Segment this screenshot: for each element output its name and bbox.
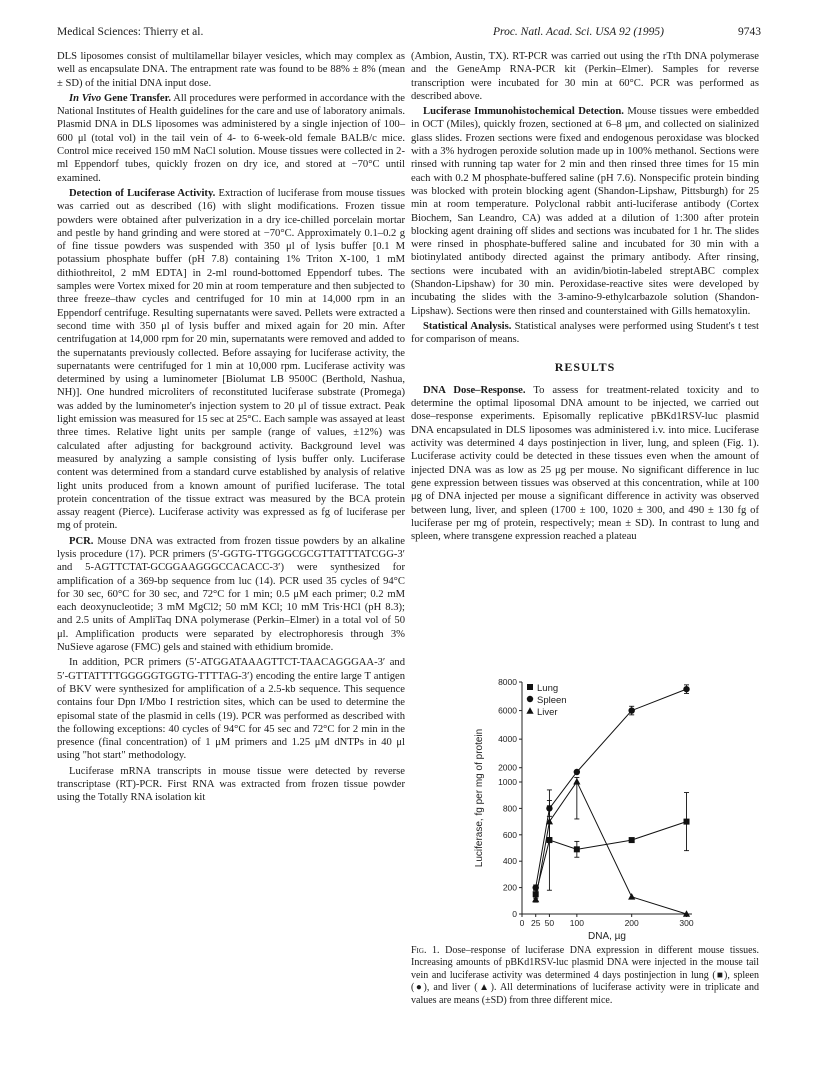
legend-marker-liver [526,707,533,714]
series-liver [532,777,690,916]
y-tick-label: 200 [502,882,517,893]
x-tick-label: 0 [519,918,525,928]
paragraph-dls: DLS liposomes consist of multilamellar bilayer vesicles, which may complex as well as encapsulate DNA. The entrapment rate was found to be 88% ± 8% (mean ± SD) of the initial DNA input dose. [57,51,405,89]
y-tick-label: 600 [502,829,517,840]
left-column [57,50,405,807]
running-head-left: Medical Sciences: Thierry et al. [57,26,204,38]
legend-label-liver: Liver [537,707,558,718]
data-point-lung [546,837,552,843]
paragraph-statistics: Statistical Analysis. Statistical analyses were performed using Student's t test for comparison of means. [411,320,759,346]
page-number: 9743 [738,26,761,38]
y-axis-label: Luciferase, fg per mg of protein [474,728,485,868]
data-point-lung [629,837,635,843]
y-tick-label: 4000 [498,734,517,745]
legend-marker-lung [527,684,533,690]
right-column [411,50,759,545]
y-tick-label: 2000 [498,762,517,773]
paragraph-pcr: PCR. Mouse DNA was extracted from frozen tissue powders by an alkaline lysis procedure (17). PCR primers (5′-GGTG-TTGGGCGCGTTATTTATCGG-3′ and 5-AGTTCTAT-GCGGAAGGGCCACACC-3′) were synthesized for amplification of a 369-bp sequence from luc (14). PCR used 35 cycles of 94°C for 30 sec, 60°C for 30 sec, and 72°C for 1 min; 0.5 μM each primer; 0.2 mM each deoxynucleotide; 3 mM MgCl2; 50 mM KCl; 10 mM Tris·HCl (pH 8.3); and 2.5 units of AmpliTaq DNA polymerase (Perkin–Elmer) in a total vol of 50 μl. Amplification products were separated by electrophoresis through 3% NuSieve agarose (FMC) gels and stained with ethidium bromide. [57,535,405,654]
legend-label-spleen: Spleen [537,695,567,706]
legend-marker-spleen [527,696,533,702]
data-point-liver [628,893,635,900]
journal-citation: Proc. Natl. Acad. Sci. USA 92 (1995) [493,26,664,38]
data-point-lung [574,846,580,852]
x-tick-label: 50 [544,918,555,928]
figure-1-chart [470,676,702,944]
series-line-lung [536,822,687,895]
paragraph-ihc: Luciferase Immunohistochemical Detection. Mouse tissues were embedded in OCT (Miles), quickly frozen, sectioned at 6–8 μm, and collected on sialinized glass slides. Frozen sections were fixed and endogenous peroxidase was blocked with a 3% hydrogen peroxide solution made up in 100% methanol. Sections were rinsed with running tap water for 2 min and then rinsed three times for 15 min each with 0.2 M phosphate-buffered saline (pH 7.6). Nonspecific protein binding was blocked with protein blocking agent (Shandon-Lipshaw, Pittsburgh) for 25 min at room temperature. Polyclonal rabbit anti-luciferase antibody (Cortex Biochem, San Leandro, CA) was added at a dilution of 1:300 after protein blocking agent draining off slides and sections was incubated for 1 hr. The slides were rinsed in phosphate-buffered saline and incubated for 30 min with a biotinylated antibody directed against the primary antibody. After rinsing, sections were incubated with an avidin/biotin-labeled streptABC complex (Shandon-Lipshaw) for 30 min. Peroxidase-reactive sites were developed by incubating the slides with the 3-amino-9-ethylcarbazole solution (Shandon-Lipshaw). Sections were then rinsed and counterstained with Gills hematoxylin. [411,106,759,317]
x-tick-label: 25 [530,918,541,928]
data-point-lung [684,819,690,825]
caption-text: Dose–response of luciferase DNA expression in different mouse tissues. Increasing amounts of pBKd1RSV-luc plasmid DNA were injected in the mouse tail vein and luciferase activity was determined 4 days postinjection in lung (■), spleen (●), and liver (▲). All determinations of luciferase activity were in triplicate and values are means (±SD) from three different mice. [411,945,759,1006]
data-point-spleen [683,686,689,692]
data-point-spleen [574,769,580,775]
data-point-spleen [628,707,634,713]
series-line-spleen [536,689,687,887]
y-tick-label: 8000 [498,677,517,687]
paragraph-detection: Detection of Luciferase Activity. Extraction of luciferase from mouse tissues was carried out as described (16) with slight modifications. Frozen tissue powders were obtained after pulverization in a dry ice-chilled porcelain mortar and pestle by hand grinding and were stored at −70°C. Approximately 0.1–0.2 g of fine tissue powders was suspended with 350 μl of lysis buffer [0.1 M potassium phosphate buffer (pH 7.8) containing 1% Triton X-100, 1 mM dithiothreitol, 2 mM EDTA] in 2-ml round-bottomed Eppendorf tubes. The samples were Vortex mixed for 20 min at room temperature and then subjected to three freeze–thaw cycles and centrifuged for 10 min at 14,000 rpm in an Eppendorf centrifuge. Resulting supernatants were saved. Pellets were extracted a second time with 350 μl of lysis buffer and mixed again for 20 min. After centrifugation at 14,000 rpm for 20 min, supernatants were removed and added to the supernatants previously collected. Before assaying for luciferase activity, the supernatants were centrifuged for 1 min at 10,000 rpm. Luciferase activity was determined by using a luminometer [Biolumat LB 9500C (Berthold, Nashua, NH)]. One hundred microliters of reconstituted luciferase substrate (Promega) was added by the luminometer's injection system to 20 μl of tissue extract. Peak light emission was measured for 15 sec at 25°C. Each sample was assayed at least three times. Relative light units per sample (range of values, ±12%) was calculated after adjusting for background activity. Background level was measured by analyzing a sample consisting of lysis buffer only. Luciferase content was determined from a standard curve established by analysis of relative light units produced from a known amount of purified luciferase. The total protein concentration of the tissue extract was measured by the BCA protein assay reagent (Pierce). Luciferase activity was expressed as fg of luciferase per mg of protein. [57,187,405,532]
figure-label: Fig. 1. [411,945,440,956]
series-lung [533,790,690,898]
series-line-liver [536,782,687,914]
x-tick-label: 200 [624,918,639,928]
paragraph-dose-response: DNA Dose–Response. To assess for treatment-related toxicity and to determine the optimal liposomal DNA amount to be injected, we carried out dose–response experiments. Episomally replicative pBKd1RSV-luc plasmid DNA encapsulated in DLS liposomes was administered i.v. into mice. Luciferase activity was determined 4 days postinjection in liver, lung, and spleen (Fig. 1). Luciferase activity could be detected in these tissues even when the amount of injected DNA was as low as 25 μg per mouse. No significant difference in luc gene expression between tissues was observed at this concentration, while at 100 μg of DNA injected per mouse a significant difference in activity was observed between lung, liver, and spleen (1700 ± 100, 1020 ± 300, and 490 ± 130 fg of luciferase per mg of protein, respectively; mean ± SD). In contrast to lung and spleen, where transgene expression reached a plateau [411,384,759,543]
x-tick-label: 100 [569,918,584,928]
x-axis-label: DNA, µg [588,931,626,942]
paragraph-pcr-addition: In addition, PCR primers (5′-ATGGATAAAGTTCT-TAACAGGGAA-3′ and 5′-GTTATTTTGGGGGTGGTG-TTTTAG-3′) encoding the entire large T antigen of BKV were synthesized for amplification of a 2.5-kb sequence. This sequence contains four Dpn I/Mbo I restriction sites, which can be used to determine the episomal state of the plasmid in cells (19). PCR was performed as described with the following exceptions: 40 cycles of 94°C for 45 sec and 72°C for 2 min in the presence (final concentration) of 1 μM primers and 1.25 μM dNTPs in 40 μl using "hot start" methodology. [57,657,405,762]
y-tick-label: 6000 [498,705,517,716]
x-tick-label: 300 [679,918,694,928]
results-heading: RESULTS [554,359,616,374]
paragraph-ambion: (Ambion, Austin, TX). RT-PCR was carried out using the rTth DNA polymerase and the GeneAmp RNA-PCR kit (Perkin–Elmer). Samples for reverse transcription were incubated for 30 min at 60°C. PCR was performed as described above. [411,51,759,102]
y-tick-label: 400 [502,856,517,867]
legend-label-lung: Lung [537,683,559,694]
paragraph-mrna: Luciferase mRNA transcripts in mouse tissue were detected by reverse transcriptase (RT)-PCR. First RNA was extracted from frozen tissue powder using the Totally RNA isolation kit [57,765,405,804]
y-tick-label: 0 [512,909,517,919]
y-tick-label: 1000 [498,777,517,787]
data-point-liver [573,778,580,785]
paragraph-invivo: In Vivo Gene Transfer. All procedures were performed in accordance with the National Institutes of Health guidelines for the care and use of laboratory animals. Plasmid DNA in DLS liposomes was administered by a single injection of 100–600 μl (total vol) in the tail vein of 4- to 6-week-old female BALB/c mice. Control mice received 150 mM NaCl solution. Mouse tissues were collected in 2-ml Eppendorf tubes, quickly frozen on dry ice, and stored at −70°C until examined. [57,92,406,184]
y-tick-label: 800 [502,803,517,814]
figure-caption [411,945,759,1007]
